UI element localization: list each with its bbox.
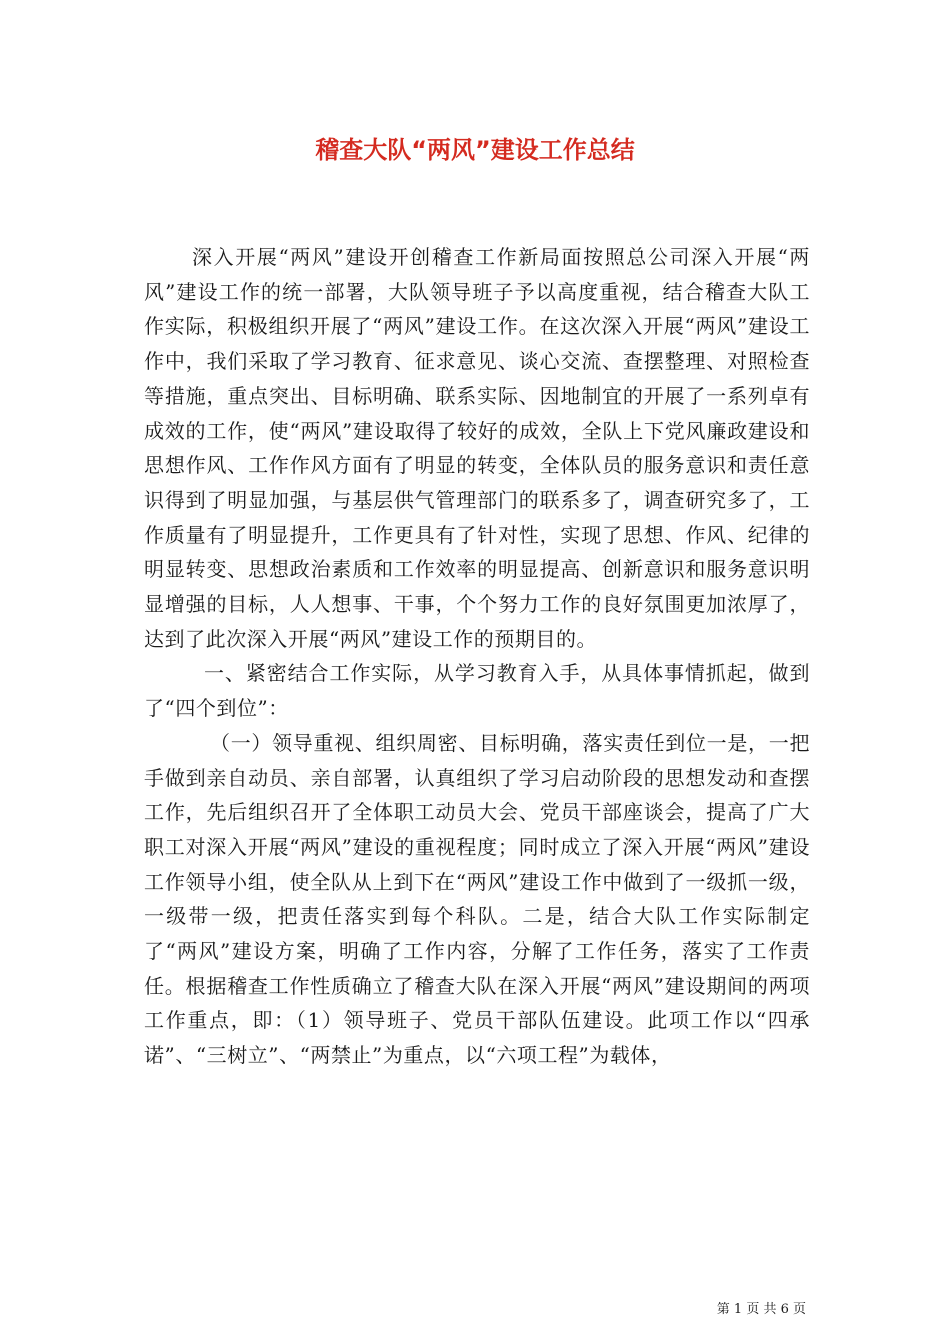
document-body [144, 240, 810, 1073]
paragraph-section-heading: 一、紧密结合工作实际，从学习教育入手，从具体事情抓起，做到了“四个到位”： [144, 661, 810, 721]
paragraph-intro: 深入开展“两风”建设开创稽查工作新局面按照总公司深入开展“两风”建设工作的统一部署，大队领导班子予以高度重视，结合稽查大队工作实际，积极组织开展了“两风”建设工作。在这次深入开展“两风”建设工作中，我们采取了学习教育、征求意见、谈心交流、查摆整理、对照检查等措施，重点突出、目标明确、联系实际、因地制宜的开展了一系列卓有成效的工作，使“两风”建设取得了较好的成效，全队上下党风廉政建设和思想作风、工作作风方面有了明显的转变，全体队员的服务意识和责任意识得到了明显加强，与基层供气管理部门的联系多了，调查研究多了，工作质量有了明显提升，工作更具有了针对性，实现了思想、作风、纪律的明显转变、思想政治素质和工作效率的明显提高、创新意识和服务意识明显增强的目标，人人想事、干事，个个努力工作的良好氛围更加浓厚了，达到了此次深入开展“两风”建设工作的预期目的。 [144, 245, 810, 651]
page-number-footer: 第 1 页 共 6 页 [716, 1302, 806, 1317]
document-title: 稽查大队“两风”建设工作总结 [315, 136, 635, 164]
paragraph-subsection-one: （一）领导重视、组织周密、目标明确，落实责任到位一是，一把手做到亲自动员、亲自部署，认真组织了学习启动阶段的思想发动和查摆工作，先后组织召开了全体职工动员大会、党员干部座谈会，提高了广大职工对深入开展“两风”建设的重视程度；同时成立了深入开展“两风”建设工作领导小组，使全队从上到下在“两风”建设工作中做到了一级抓一级，一级带一级，把责任落实到每个科队。二是，结合大队工作实际制定了“两风”建设方案，明确了工作内容，分解了工作任务，落实了工作责任。根据稽查工作性质确立了稽查大队在深入开展“两风”建设期间的两项工作重点，即：（1）领导班子、党员干部队伍建设。此项工作以“四承诺”、“三树立”、“两禁止”为重点，以“六项工程”为载体， [144, 730, 810, 1068]
